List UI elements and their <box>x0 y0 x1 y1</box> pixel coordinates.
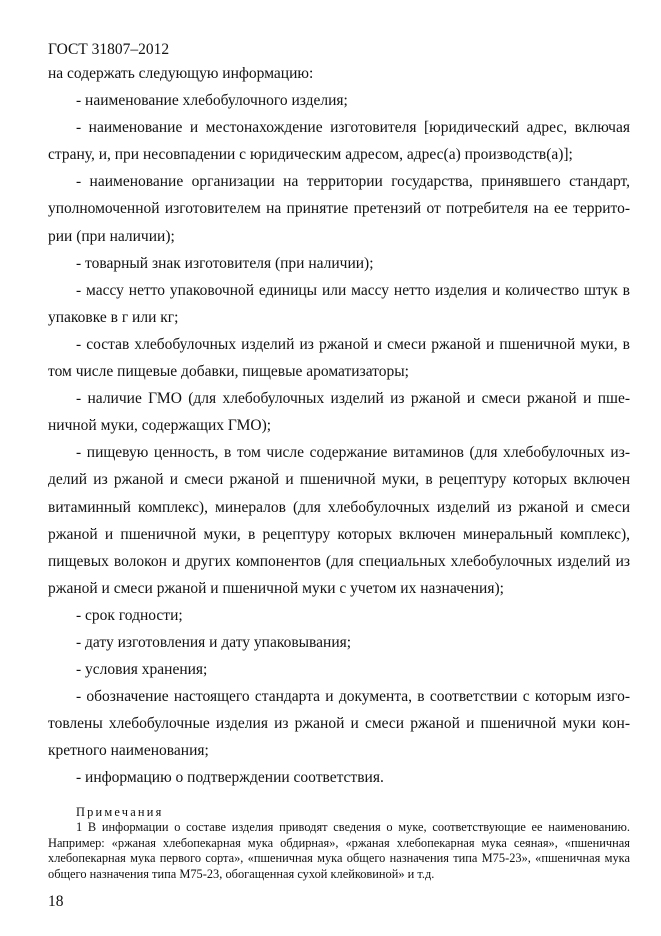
page-number: 18 <box>48 893 64 910</box>
body-text <box>48 60 630 792</box>
list-item-storage: - условия хранения; <box>76 661 208 679</box>
list-item-standard-designation: - обозначение настоящего стандарта и документа, в соответствии с которым изготовлены хлебобулочные изделия из ржаной и смеси ржаной и пшеничной муки конкретного наименования; <box>48 688 630 760</box>
list-item-shelf-life: - срок годности; <box>76 606 183 624</box>
intro-line: на содержать следующую информацию: <box>48 65 314 82</box>
document-code-header: ГОСТ 31807–2012 <box>48 41 170 58</box>
notes-section <box>48 805 630 882</box>
list-item-manufacturer: - наименование и местонахождение изготовителя [юридический адрес, включая страну, и, при несовпадении с юридическим адресом, адрес(а) производств(а)]; <box>48 119 630 164</box>
list-item-dates: - дату изготовления и дату упаковывания; <box>76 633 352 651</box>
notes-title: Примечания <box>76 805 164 819</box>
document-page <box>48 0 630 936</box>
list-item-organization: - наименование организации на территории государства, принявшего стандарт, уполномоченной изготовителем на принятие претензий от потребителя на ее территории (при наличии); <box>48 173 630 245</box>
list-item-conformity: - информацию о подтверждении соответствия. <box>76 769 384 787</box>
list-item-product-name: - наименование хлебобулочного изделия; <box>76 92 348 110</box>
list-item-trademark: - товарный знак изготовителя (при наличии); <box>76 254 374 272</box>
list-item-composition: - состав хлебобулочных изделий из ржаной и смеси ржаной и пшеничной муки, в том числе пищевые добавки, пищевые ароматизаторы; <box>48 335 630 381</box>
list-item-nutritional-value: - пищевую ценность, в том числе содержание витаминов (для хлебобулочных изделий из ржаной и смеси ржаной и пшеничной муки, в рецептуру которых включен витаминный комплекс), минералов (для хлебобулочных изделий из ржаной и смеси ржаной и пшеничной муки, в рецептуру которых включен минеральный комплекс), пищевых волокон и других компонентов (для специальных хлебобулочных изделий из ржаной и смеси ржаной и пшеничной муки с учетом их назначения); <box>48 444 630 597</box>
list-item-gmo: - наличие ГМО (для хлебобулочных изделий из ржаной и смеси ржаной и пшеничной муки, содержащих ГМО); <box>48 390 630 435</box>
note-1-text: 1 В информации о составе изделия приводят сведения о муке, соответствующие ее наименованию. Например: «ржаная хлебопекарная мука обдирная», «ржаная хлебопекарная мука сеяная», «пшеничная хлебопекарная мука первого сорта», «пшеничная мука общего назначения типа М75-23», «пшеничная мука общего назначения типа М75-23, обогащенная сухой клейковиной» и т.д. <box>48 820 630 881</box>
list-item-net-weight: - массу нетто упаковочной единицы или массу нетто изделия и количество штук в упаковке в г или кг; <box>48 281 630 326</box>
